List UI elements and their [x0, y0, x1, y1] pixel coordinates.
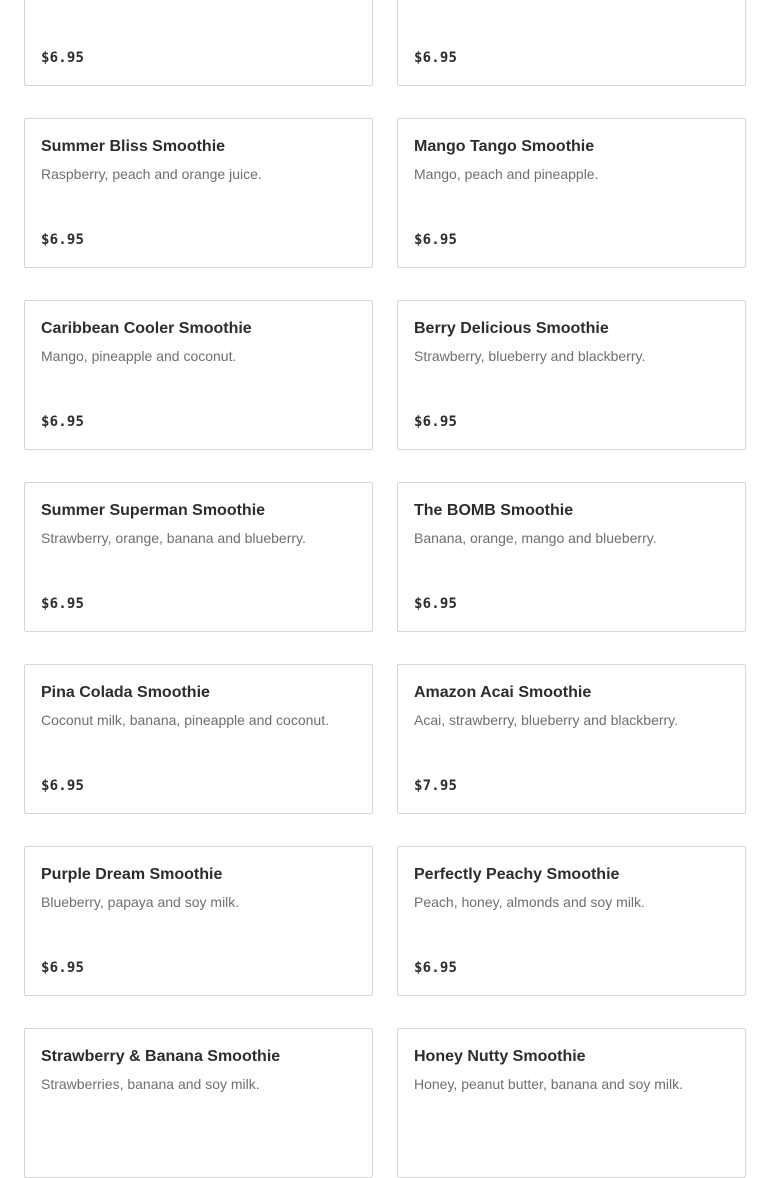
- menu-item-card[interactable]: [24, 664, 373, 814]
- item-price: $6.95: [41, 960, 85, 976]
- item-price: $6.95: [414, 232, 458, 248]
- menu-item-card[interactable]: [397, 482, 746, 632]
- item-price: $6.95: [41, 232, 85, 248]
- menu-item-card[interactable]: [397, 118, 746, 268]
- item-price: $6.95: [414, 596, 458, 612]
- menu-item-card[interactable]: [397, 664, 746, 814]
- item-description: Strawberry, orange, banana and blueberry.: [41, 530, 306, 546]
- item-price: $6.95: [414, 960, 458, 976]
- item-description: Raspberry, peach and orange juice.: [41, 166, 262, 182]
- menu-item-card[interactable]: [24, 300, 373, 450]
- item-name: Perfectly Peachy Smoothie: [414, 866, 620, 883]
- item-name: The BOMB Smoothie: [414, 502, 574, 519]
- menu-item-card[interactable]: [24, 1028, 373, 1178]
- menu-item-card[interactable]: [24, 118, 373, 268]
- item-name: Amazon Acai Smoothie: [414, 684, 592, 701]
- menu-item-card[interactable]: [397, 0, 746, 86]
- item-price: $6.95: [41, 414, 85, 430]
- menu-item-card[interactable]: [24, 0, 373, 86]
- item-price: $6.95: [414, 50, 458, 66]
- item-name: Honey Nutty Smoothie: [414, 1048, 586, 1065]
- item-description: Strawberries, banana and soy milk.: [41, 1076, 260, 1092]
- item-description: Mango, pineapple and coconut.: [41, 348, 237, 364]
- menu-item-card[interactable]: [397, 846, 746, 996]
- menu-item-card[interactable]: [397, 300, 746, 450]
- item-description: Banana, orange, mango and blueberry.: [414, 530, 657, 546]
- item-name: Pina Colada Smoothie: [41, 684, 210, 701]
- item-price: $6.95: [41, 596, 85, 612]
- item-price: $7.95: [414, 778, 458, 794]
- item-description: Coconut milk, banana, pineapple and coconut.: [41, 712, 329, 728]
- item-price: $6.95: [41, 778, 85, 794]
- item-description: Strawberry, blueberry and blackberry.: [414, 348, 646, 364]
- item-description: Mango, peach and pineapple.: [414, 166, 599, 182]
- item-name: Summer Superman Smoothie: [41, 502, 266, 519]
- item-name: Berry Delicious Smoothie: [414, 320, 609, 337]
- item-name: Mango Tango Smoothie: [414, 138, 595, 155]
- menu-item-card[interactable]: [397, 1028, 746, 1178]
- item-description: Acai, strawberry, blueberry and blackberry.: [414, 712, 679, 728]
- item-name: Summer Bliss Smoothie: [41, 138, 226, 155]
- item-price: $6.95: [41, 50, 85, 66]
- menu-item-card[interactable]: [24, 846, 373, 996]
- item-name: Caribbean Cooler Smoothie: [41, 320, 252, 337]
- menu-item-card[interactable]: [24, 482, 373, 632]
- item-description: Blueberry, papaya and soy milk.: [41, 894, 240, 910]
- item-price: $6.95: [414, 414, 458, 430]
- menu-item-grid: [24, 0, 746, 1178]
- item-description: Honey, peanut butter, banana and soy milk.: [414, 1076, 684, 1092]
- item-name: Purple Dream Smoothie: [41, 866, 223, 883]
- item-description: Peach, honey, almonds and soy milk.: [414, 894, 645, 910]
- item-name: Strawberry & Banana Smoothie: [41, 1048, 281, 1065]
